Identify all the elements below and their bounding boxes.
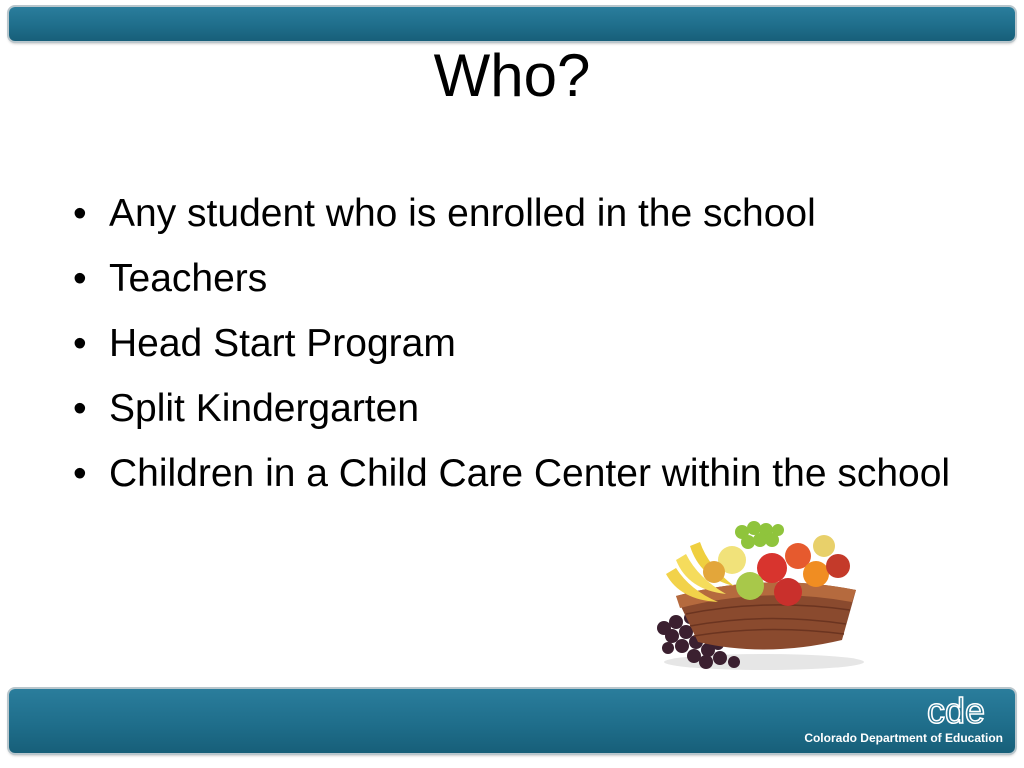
cde-logo-text: cde bbox=[926, 693, 986, 729]
bullet-text: Children in a Child Care Center within the school bbox=[109, 452, 951, 495]
bullet-text: Teachers bbox=[109, 257, 268, 300]
slide-title: Who? bbox=[433, 42, 591, 109]
bullet-text: Any student who is enrolled in the school bbox=[109, 192, 816, 235]
cde-logo bbox=[911, 693, 1001, 729]
bullet-item bbox=[0, 188, 1024, 240]
bullet-item bbox=[0, 383, 1024, 435]
bullet-text: Split Kindergarten bbox=[109, 387, 420, 430]
bullet-dot: • bbox=[73, 387, 87, 430]
bullet-list bbox=[0, 188, 1024, 513]
fruit-basket-icon bbox=[646, 516, 872, 672]
bullet-item bbox=[0, 318, 1024, 370]
bullet-item bbox=[0, 253, 1024, 305]
bullet-dot: • bbox=[73, 257, 87, 300]
bullet-dot: • bbox=[73, 192, 87, 235]
bullet-dot: • bbox=[73, 452, 87, 495]
top-header-bar bbox=[9, 7, 1015, 41]
bullet-item bbox=[0, 448, 1024, 500]
bullet-text: Head Start Program bbox=[109, 322, 456, 365]
organization-name: Colorado Department of Education bbox=[804, 731, 1003, 745]
bullet-dot: • bbox=[73, 322, 87, 365]
bottom-footer-bar bbox=[9, 689, 1015, 753]
